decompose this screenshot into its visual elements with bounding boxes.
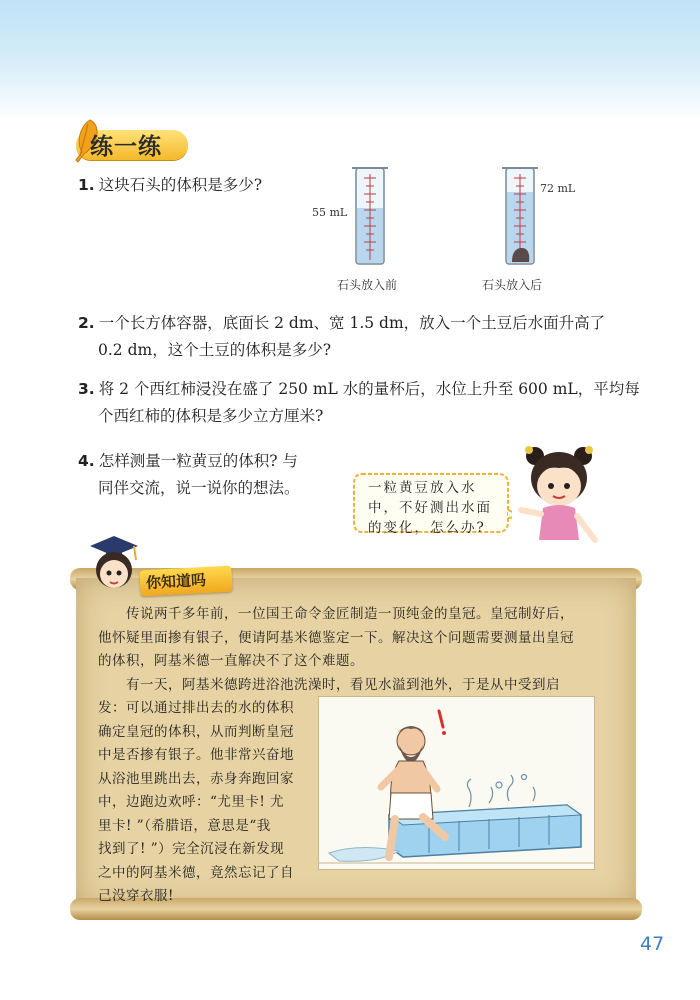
question-text-line2: 个西红柿的体积是多少立方厘米? (98, 407, 324, 425)
question-text: 怎样测量一粒黄豆的体积? 与 (98, 452, 298, 470)
cylinder-reading-after: 72 mL (540, 182, 576, 195)
girl-character-icon (515, 436, 605, 554)
question-number: 3. (78, 380, 95, 398)
story-paragraph-1: 传说两千多年前，一位国王命令金匠制造一顶纯金的皇冠。皇冠制好后， 他怀疑里面掺有银子，便请阿基米德鉴定一下。解决这个问题需要测量出皇冠 的体积，阿基米德一直解决不了这个难题。 (98, 606, 574, 669)
measuring-cylinder-after (500, 162, 540, 268)
did-you-know-title: 你知道吗 (145, 570, 207, 593)
question-text: 一个长方体容器，底面长 2 dm、宽 1.5 dm，放入一个土豆后水面升高了 (98, 314, 606, 332)
archimedes-illustration (318, 696, 595, 870)
section-header (68, 118, 198, 164)
question-text-line2: 同伴交流，说一说你的想法。 (98, 479, 300, 497)
cylinder-label-before: 石头放入前 (337, 278, 398, 292)
section-title: 练一练 (90, 134, 162, 160)
question-3 (78, 376, 640, 430)
measuring-cylinder-before (350, 162, 390, 268)
question-text: 这块石头的体积是多少? (98, 176, 262, 194)
page-number: 47 (640, 933, 665, 955)
mascot-graduation-icon (86, 530, 142, 594)
question-number: 4. (78, 452, 95, 470)
question-number: 1. (78, 176, 95, 194)
question-2 (78, 310, 605, 364)
cylinder-label-after: 石头放入后 (482, 278, 543, 292)
question-text-line2: 0.2 dm，这个土豆的体积是多少? (98, 341, 332, 359)
question-number: 2. (78, 314, 95, 332)
did-you-know-badge (139, 566, 232, 597)
story-paragraph-2-continued: 发：可以通过排出去的水的体积 确定皇冠的体积，从而判断皇冠 中是否掺有银子。他非常兴奋地 从浴池里跳出去，赤身奔跑回家 中，边跑边欢呼：“尤里卡! 尤 里卡! ”（希腊语，意思是“我 找到了! ”）完全沉浸在新发现 之中的阿基米德，竟然忘记了自 己没穿衣服! (98, 700, 294, 904)
question-4 (78, 448, 300, 502)
archimedes-bath-icon (319, 697, 594, 869)
question-text: 将 2 个西红柿浸没在盛了 250 mL 水的量杯后，水位上升至 600 mL，平均每 (98, 380, 640, 398)
cylinder-reading-before: 55 mL (312, 206, 348, 219)
top-gradient-band (0, 0, 700, 120)
story-paragraph-2: 有一天，阿基米德跨进浴池洗澡时，看见水溢到池外，于是从中受到启 (126, 677, 560, 693)
question-1 (78, 172, 262, 199)
speech-bubble-text: 一粒黄豆放入水 中，不好测出水面 的变化，怎么办? (368, 480, 492, 536)
